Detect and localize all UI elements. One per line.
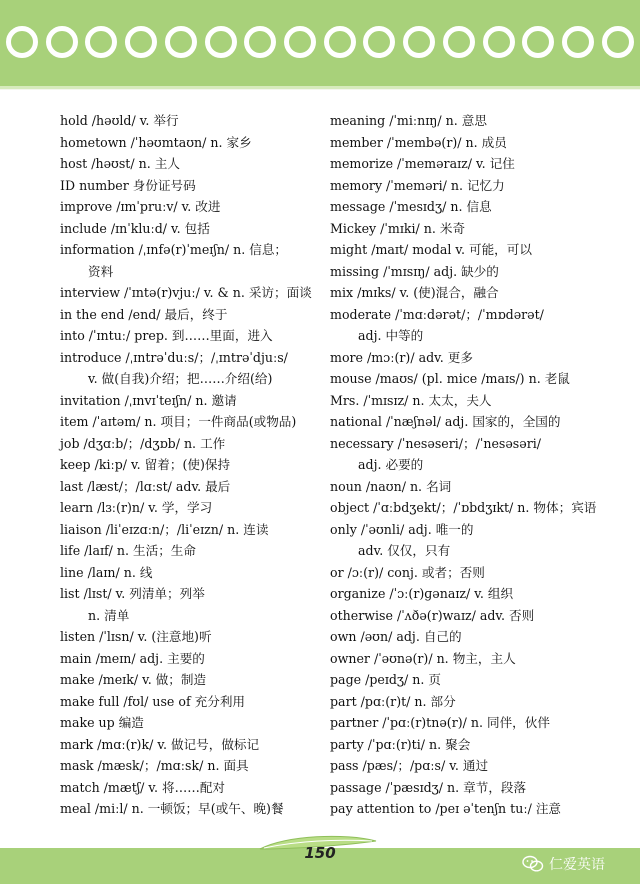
word-entry: part /pɑː(r)t/ n. 部分: [330, 693, 456, 709]
word-entry: message /ˈmesɪdʒ/ n. 信息: [330, 199, 492, 214]
word-entry: keep /kiːp/ v. 留着；(使)保持: [60, 457, 231, 472]
word-entry: adj. 中等的: [358, 328, 424, 343]
word-entry: national /ˈnæʃnəl/ adj. 国家的，全国的: [330, 414, 561, 429]
word-entry: memory /ˈmeməri/ n. 记忆力: [330, 177, 505, 193]
word-entry: organize /ˈɔː(r)ɡənaɪz/ v. 组织: [330, 586, 514, 601]
word-entry: party /ˈpɑː(r)ti/ n. 聚会: [330, 736, 471, 752]
word-entry: information /ˌɪnfə(r)ˈmeɪʃn/ n. 信息；: [60, 242, 288, 257]
page-number: 150: [304, 844, 336, 862]
wechat-icon: [522, 855, 544, 873]
word-entry: into /ˈɪntuː/ prep. 到……里面，进入: [60, 328, 273, 343]
word-entry: list /lɪst/ v. 列清单；列举: [60, 586, 205, 601]
word-entry: job /dʒɑːb/；/dʒɒb/ n. 工作: [60, 435, 226, 451]
word-entry: pay attention to /peɪ əˈtenʃn tuː/ 注意: [330, 801, 562, 816]
ring-icon: [205, 26, 237, 58]
word-entry: Mickey /ˈmɪki/ n. 米奇: [330, 220, 466, 236]
word-entry: mouse /maʊs/ (pl. mice /maɪs/) n. 老鼠: [330, 371, 570, 386]
word-entry: mark /mɑː(r)k/ v. 做记号，做标记: [60, 736, 260, 752]
ring-icon: [602, 26, 634, 58]
word-entry: only /ˈəʊnli/ adj. 唯一的: [330, 521, 474, 537]
ring-icon: [284, 26, 316, 58]
word-entry: might /maɪt/ modal v. 可能，可以: [330, 242, 532, 257]
word-entry: missing /ˈmɪsɪŋ/ adj. 缺少的: [330, 263, 499, 279]
word-entry: include /ɪnˈkluːd/ v. 包括: [60, 220, 210, 236]
right-word-column: [330, 110, 630, 820]
word-entry: make /meɪk/ v. 做；制造: [60, 672, 207, 687]
word-entry: necessary /ˈnesəseri/；/ˈnesəsəri/: [330, 435, 542, 451]
word-entry: improve /ɪmˈpruːv/ v. 改进: [60, 199, 221, 214]
ring-icon: [6, 26, 38, 58]
word-entry: make up 编造: [60, 715, 144, 730]
word-entry: adj. 必要的: [358, 457, 424, 472]
word-entry: last /læst/；/lɑːst/ adv. 最后: [60, 478, 231, 494]
header-band: [0, 0, 640, 89]
word-entry: host /həʊst/ n. 主人: [60, 156, 180, 171]
ring-icon: [244, 26, 276, 58]
ring-row: [6, 22, 634, 62]
ring-icon: [403, 26, 435, 58]
word-entry: page /peɪdʒ/ n. 页: [330, 672, 442, 687]
word-entry: main /meɪn/ adj. 主要的: [60, 650, 205, 666]
word-entry: liaison /liˈeɪzɑːn/；/liˈeɪzn/ n. 连读: [60, 521, 269, 537]
ring-icon: [483, 26, 515, 58]
word-entry: object /ˈɑːbdʒekt/；/ˈɒbdʒɪkt/ n. 物体；宾语: [330, 500, 597, 515]
word-entry: member /ˈmembə(r)/ n. 成员: [330, 134, 507, 150]
ring-icon: [85, 26, 117, 58]
word-entry: adv. 仅仅，只有: [358, 543, 451, 558]
word-entry: noun /naʊn/ n. 名词: [330, 478, 452, 494]
ring-icon: [165, 26, 197, 58]
ring-icon: [46, 26, 78, 58]
word-entry: item /ˈaɪtəm/ n. 项目；一件商品(或物品): [60, 414, 297, 429]
ring-icon: [324, 26, 356, 58]
word-entry: line /laɪn/ n. 线: [60, 564, 153, 580]
left-word-column: [60, 110, 345, 820]
word-entry: n. 清单: [88, 607, 130, 623]
ring-icon: [125, 26, 157, 58]
word-entry: or /ɔː(r)/ conj. 或者；否则: [330, 564, 485, 580]
word-entry: life /laɪf/ n. 生活；生命: [60, 543, 196, 558]
word-entry: more /mɔː(r)/ adv. 更多: [330, 349, 473, 365]
ring-icon: [443, 26, 475, 58]
word-entry: moderate /ˈmɑːdərət/；/ˈmɒdərət/: [330, 306, 544, 322]
word-entry: meaning /ˈmiːnɪŋ/ n. 意思: [330, 113, 487, 128]
word-entry: partner /ˈpɑː(r)tnə(r)/ n. 同伴，伙伴: [330, 715, 550, 730]
word-entry: listen /ˈlɪsn/ v. (注意地)听: [60, 629, 212, 644]
word-entry: hold /həʊld/ v. 举行: [60, 113, 179, 128]
word-entry: 资料: [88, 263, 114, 279]
word-entry: memorize /ˈmeməraɪz/ v. 记住: [330, 156, 515, 171]
word-entry: learn /lɜː(r)n/ v. 学，学习: [60, 500, 213, 515]
ring-icon: [562, 26, 594, 58]
word-entry: otherwise /ˈʌðə(r)waɪz/ adv. 否则: [330, 607, 535, 623]
word-entry: Mrs. /ˈmɪsɪz/ n. 太太，夫人: [330, 392, 492, 408]
watermark-text: 仁爱英语: [549, 857, 605, 873]
word-entry: passage /ˈpæsɪdʒ/ n. 章节，段落: [330, 779, 527, 795]
ring-icon: [363, 26, 395, 58]
word-entry: meal /miːl/ n. 一顿饭；早(或午、晚)餐: [60, 801, 284, 816]
word-entry: match /mætʃ/ v. 将……配对: [60, 779, 226, 795]
word-entry: pass /pæs/；/pɑːs/ v. 通过: [330, 758, 489, 773]
ring-icon: [522, 26, 554, 58]
word-entry: in the end /end/ 最后，终于: [60, 306, 228, 322]
word-entry: invitation /ˌɪnvɪˈteɪʃn/ n. 邀请: [60, 392, 237, 408]
word-entry: mask /mæsk/；/mɑːsk/ n. 面具: [60, 758, 249, 773]
word-entry: own /əʊn/ adj. 自己的: [330, 629, 462, 644]
word-entry: v. 做(自我)介绍；把……介绍(给): [88, 371, 273, 386]
word-entry: ID number 身份证号码: [60, 177, 196, 193]
word-entry: introduce /ˌɪntrəˈduːs/；/ˌɪntrəˈdjuːs/: [60, 349, 288, 365]
word-entry: mix /mɪks/ v. (使)混合，融合: [330, 285, 499, 300]
word-entry: owner /ˈəʊnə(r)/ n. 物主，主人: [330, 650, 516, 666]
word-entry: hometown /ˈhəʊmtaʊn/ n. 家乡: [60, 134, 252, 150]
word-entry: interview /ˈɪntə(r)vjuː/ v. & n. 采访；面谈: [60, 285, 312, 300]
word-entry: make full /fʊl/ use of 充分利用: [60, 693, 246, 709]
watermark: [522, 852, 605, 876]
